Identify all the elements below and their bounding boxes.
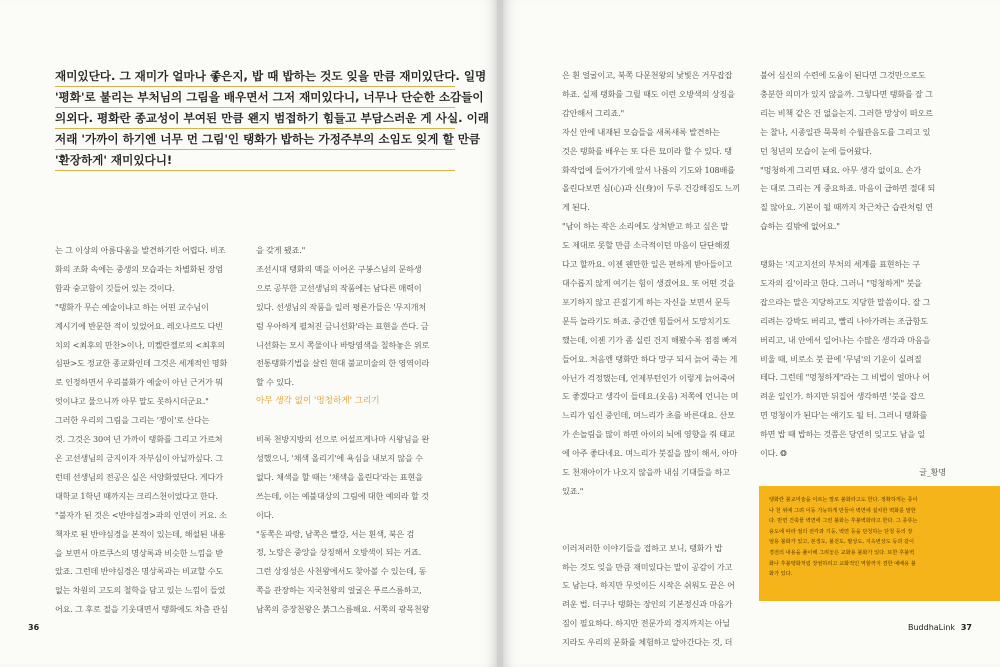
text-line: 잡으라는 말은 지당하고도 지당한 말씀이다. 잘 그 — [760, 296, 931, 307]
page-number-right — [908, 623, 972, 632]
text-line: 것은 탱화를 배우는 또 다른 묘미라 할 수 있다. 탱 — [562, 145, 732, 156]
text-line: 없는 차원의 고도의 철학을 담고 있는 느낌이 들었 — [55, 585, 226, 596]
text-line: 자신 안에 내재된 모습들을 새록새록 발견하는 — [562, 126, 720, 137]
text-line: 포기하지 않고 끈질기게 하는 자신을 보면서 문득 — [562, 296, 730, 307]
text-line: 면 멍청이가 된다'는 얘기도 될 터. 그러니 탱화를 — [760, 410, 928, 421]
text-line: 질 않아요. 기본이 될 때까지 차근차근 습관처럼 연 — [760, 202, 933, 213]
text-line: 그런 상징성은 사천왕에서도 찾아볼 수 있는데, 동 — [256, 566, 427, 577]
text-line: 감안해서 그리죠." — [562, 107, 625, 118]
text-line: 심판>도 정교한 종교화인데 그것은 세계적인 명화 — [55, 358, 228, 369]
info-box-text — [769, 495, 993, 580]
text-line: 문득 놀라기도 하죠. 중간엔 힘들어서 도망치기도 — [562, 315, 730, 326]
text-line: 버리고, 내 안에서 일어나는 수많은 생각과 마음을 — [760, 334, 931, 345]
text-line: 경전의 내용을 풀이해 그려놓은 교화용 불화가 있다. 또한 후불벽 — [769, 549, 915, 556]
text-line: 으로 공부한 고선생님의 작품에는 남다른 매력이 — [256, 282, 422, 293]
text-line: 하죠. 실제 탱화를 그릴 때도 이런 오방색의 상징을 — [562, 88, 735, 99]
text-line: 엇이냐고 물으니까 아무 말도 못하시더군요." — [55, 396, 209, 407]
text-line: 책자로 된 반야심경을 본적이 있는데, 해설된 내용 — [55, 528, 226, 539]
text-line — [256, 411, 441, 430]
text-line: "불자가 된 것은 <반야심경>과의 인연이 커요. 소 — [55, 509, 227, 520]
text-line: 다고 할까요. 이젠 웬만한 일은 편하게 받아들이고 — [562, 259, 733, 270]
text-line: 어요. 그 후로 절을 기웃대면서 탱화에도 차츰 관심 — [55, 604, 228, 615]
text-line: 느리가 임신 중인데, 며느리가 초를 바른대요. 산모 — [562, 410, 735, 421]
magazine-brand: BuddhaLink — [907, 623, 956, 632]
left-column-1 — [55, 241, 240, 619]
text-line: 화가 있다. — [769, 571, 793, 578]
text-line: 용도에 따라 절의 전각과 기둥, 벽면 등을 단청하는 단청 등의 장 — [769, 528, 913, 535]
text-line: 탱화란 불교미술을 이르는 말로 불화라고도 한다. 정확하게는 종이 — [769, 497, 918, 503]
text-line: 그러한 우리의 그림을 그리는 '쟁이'로 산다는 — [55, 415, 210, 426]
text-line: 지라도 우리의 문화를 체험하고 알아간다는 것, 더 — [562, 637, 733, 648]
text-line: 로 인정하면서 우리불화가 예술이 아닌 근거가 뭐 — [55, 377, 223, 388]
text-line: 습하는 길밖에 없어요." — [760, 221, 840, 232]
page-number-left — [28, 623, 39, 632]
text-line: 탱화는 '지고지선의 부처의 세계를 표현하는 구 — [760, 259, 920, 270]
text-line: 올린다보면 심(心)과 신(身)이 두루 건강해짐도 느끼 — [562, 183, 741, 194]
text-line: 는 그 이상의 아름다움을 발견하기란 어렵다. 비조 — [55, 245, 226, 255]
section-subheading: 아무 생각 없이 '멍청하게' 그리기 — [256, 396, 380, 407]
text-line: 전통탱화기법을 살린 현대 불교미술의 한 영역이라 — [256, 358, 430, 369]
text-line: 가 손놀림을 많이 하면 아이의 뇌에 영향을 줘 태교 — [562, 429, 735, 440]
text-line: 을 갖게 됐죠." — [256, 245, 306, 255]
text-line: 치의 <최후의 만찬>이나, 미켈란젤로의 <최후의 — [55, 339, 226, 350]
text-line: 할 수 있다. — [256, 377, 294, 388]
text-line: 도 천재아이가 나오지 않을까 내심 기대들을 하고 — [562, 467, 730, 478]
text-line: 려운 법. 더구나 탱화는 장인의 기본정신과 마음가 — [562, 599, 733, 610]
text-line: 남쪽의 증장천왕은 붉그스름해요. 서쪽의 광목천왕 — [256, 604, 430, 615]
text-line: 비록 천방지방의 선으로 어설프게나마 시왕님을 완 — [256, 434, 430, 445]
text-line: 의외다. 평화란 종교성이 부여된 만큼 왠지 범접하기 힘들고 부담스러운 게 사실. 이래 — [55, 108, 455, 129]
text-line: 테다. 그런데 "멍청하게"라는 그 비법이 얼마나 어 — [760, 372, 930, 383]
text-line: 저래 '가까이 하기엔 너무 먼 그림'인 탱화가 밥하는 가정주부의 소임도 잊게 할 만큼 — [55, 129, 455, 150]
text-line: 을 보면서 마르쿠스의 명상록과 비슷한 느낌을 받 — [55, 547, 223, 558]
left-page — [0, 0, 497, 667]
text-line: 런데 선생님의 전공은 실은 서양화였단다. 게다가 — [55, 471, 223, 482]
text-line: 비울 때, 비로소 붓 끝에 '무념'의 기운이 실려질 — [760, 353, 922, 364]
text-line: 짐이 필요하다. 하지만 전문가의 경지까지는 아닐 — [562, 618, 730, 629]
page-number: 36 — [28, 623, 40, 632]
text-line: 는 대로 그리는 게 중요하죠. 마음이 급하면 절대 되 — [760, 183, 936, 194]
text-line: 하면 밥 때 밥하는 것쯤은 당연히 잊고도 남을 일 — [760, 429, 926, 440]
text-line: 온 고선생님의 긍지이자 자부심이 아닐까싶다. 그 — [55, 452, 223, 463]
left-column-2 — [256, 241, 441, 619]
text-line: 화작업에 들어가기에 앞서 나름의 기도와 108배를 — [562, 164, 735, 175]
text-line: 대학교 1학년 때까지는 크리스천이었다고 한다. — [55, 490, 218, 501]
text-line: 하는 것도 잊을 만큼 재미있다는 말이 공감이 가고 — [562, 561, 733, 572]
text-line: 화의 조화 속에는 중생의 모습과는 차별화된 장엄 — [55, 263, 223, 274]
text-line: 들어요. 처음엔 탱화만 하다 망구 되서 늙어 죽는 게 — [562, 353, 738, 364]
right-page — [503, 0, 1000, 667]
text-line: 있죠." — [562, 485, 584, 496]
text-line: 했는데, 이젠 기가 좀 실린 건지 해봤수록 점점 빠져 — [562, 334, 738, 345]
text-line: 나 천 위에 그려 이동 가능하게 만들어 벽면에 설치한 벽화를 말한 — [769, 507, 916, 514]
text-line: '평화'로 불리는 부처님의 그림을 배우면서 그저 재미있다니, 너무나 단순한 소감들이 — [55, 87, 455, 108]
text-line: 도 좋겠다고 생각이 들데요.(웃음) 저쪽에 언니는 며 — [562, 391, 739, 402]
text-line: 이러저러한 이야기들을 접하고 보니, 탱화가 밥 — [562, 542, 723, 553]
text-line: 없다. 채색을 할 때는 '채색을 올린다'라는 표현을 — [256, 471, 423, 482]
info-box — [759, 486, 1000, 601]
text-line: 게 된다. — [562, 202, 590, 213]
text-line: 성했으니, '채색 올리기'에 욕심을 내보지 않을 수 — [256, 452, 423, 463]
text-line — [562, 501, 747, 520]
author-signature: 글_황명 — [919, 467, 946, 478]
text-line: 정, 노랑은 중앙을 상징해서 오방색이 되는 거죠. — [256, 547, 422, 558]
text-line: 도자의 길'이라고 한다. 그러니 "멍청하게" 붓을 — [760, 277, 922, 288]
text-line: 도 제대로 못할 만큼 소극적이던 마음이 단단해졌 — [562, 240, 730, 251]
text-line: 쓰는데, 이는 예불대상의 그림에 대한 예의라 할 것 — [256, 490, 429, 501]
text-line: "동쪽은 파랑, 남쪽은 빨강, 서는 흰색, 북은 검 — [256, 528, 415, 539]
text-line: 불어 심신의 수련에 도움이 된다면 그것만으로도 — [760, 70, 926, 80]
text-line: 다. 반면 건축물 벽면에 그린 불화는 후불벽화라고 한다. 그 종류는 — [769, 518, 918, 525]
text-line: 니선화는 모시 쪽물이나 바탕염색을 칠하놓은 위로 — [256, 339, 430, 350]
text-line: 은 흰 얼굴이고, 북쪽 다문천왕의 낯빛은 거무잡잡 — [562, 70, 733, 80]
text-line: 것. 그것은 30여 년 가까이 탱화를 그리고 가르쳐 — [55, 434, 223, 445]
text-line: 도 남는다. 하지만 무엇이든 시작은 쉬워도 끝은 어 — [562, 580, 735, 591]
text-line: '환장하게' 재미있다니! — [55, 150, 455, 171]
right-column-1 — [562, 66, 747, 652]
text-line: 아닌가 걱정했는데, 언제부턴인가 이렇게 늙어죽어 — [562, 372, 736, 383]
text-line: 럼 우아하게 펼쳐진 금니선화'라는 표현을 쓴다. 금 — [256, 320, 429, 331]
text-line: 이다. ❂ — [760, 448, 787, 459]
page-number: 37 — [960, 623, 972, 632]
text-line: 재미있단다. 그 재미가 얼마나 좋은지, 밥 때 밥하는 것도 잊을 만큼 재미있단다. 일명 — [55, 66, 455, 87]
text-line: 있다. 선생님의 작품을 일러 평론가들은 '무지개처 — [256, 301, 426, 312]
text-line: 는 찰나, 시종일관 묵묵히 수월관음도를 그리고 있 — [760, 126, 931, 137]
right-column-2 — [760, 66, 946, 482]
text-line — [562, 520, 747, 539]
text-line: 에 아주 좋다네요. 며느리가 붓질을 많이 해서, 아마 — [562, 448, 738, 459]
text-line: 조선시대 탱화의 맥을 이어온 구봉스님의 문하생 — [256, 263, 422, 274]
text-line: 리려는 강박도 버리고, 빨리 나아가려는 조급함도 — [760, 315, 928, 326]
text-line: 리는 비책 같은 건 없을는지. 그러한 망상이 떠오르 — [760, 107, 933, 118]
text-line — [760, 236, 946, 255]
text-line: 대수롭지 않게 여기는 힘이 생겼어요. 또 어떤 것을 — [562, 277, 735, 288]
text-line: 았죠. 그런데 반야심경은 명상록과는 비교할 수도 — [55, 566, 223, 577]
text-line: 려운 일인가. 하지만 뒤집어 생각하면 '붓을 잡으 — [760, 391, 925, 402]
pull-quote — [55, 66, 489, 171]
text-line: "멍청하게 그리면 돼요. 아무 생각 없이요. 손가 — [760, 164, 921, 175]
text-line: 충분한 의미가 있지 않을까. 그렇다면 탱화를 잘 그 — [760, 88, 933, 99]
text-line: 이다. — [256, 509, 274, 520]
text-line: 쪽을 관장하는 지국천왕의 얼굴은 푸르스름하고, — [256, 585, 422, 596]
text-line: 계시기에 반문한 적이 있었어요. 레오나르도 다빈 — [55, 320, 223, 331]
text-line: 함과 숭고함이 깃들어 있는 것이다. — [55, 282, 175, 293]
text-line: 던 청년의 모습이 눈에 들어왔다. — [760, 145, 872, 156]
text-line: 화나 후불탱화처럼 장엄하리고 교화적인 역할까지 겸한 예배용 불 — [769, 560, 916, 567]
text-line: "남이 하는 작은 소리에도 상처받고 하고 싶은 말 — [562, 221, 729, 232]
text-line: 엄용 불화가 있고, 본생도, 불전도, 팔상도, 지옥변상도 등과 같이 — [769, 539, 915, 546]
text-line: "탱화가 무슨 예술이냐고 하는 어떤 교수님이 — [55, 301, 209, 312]
